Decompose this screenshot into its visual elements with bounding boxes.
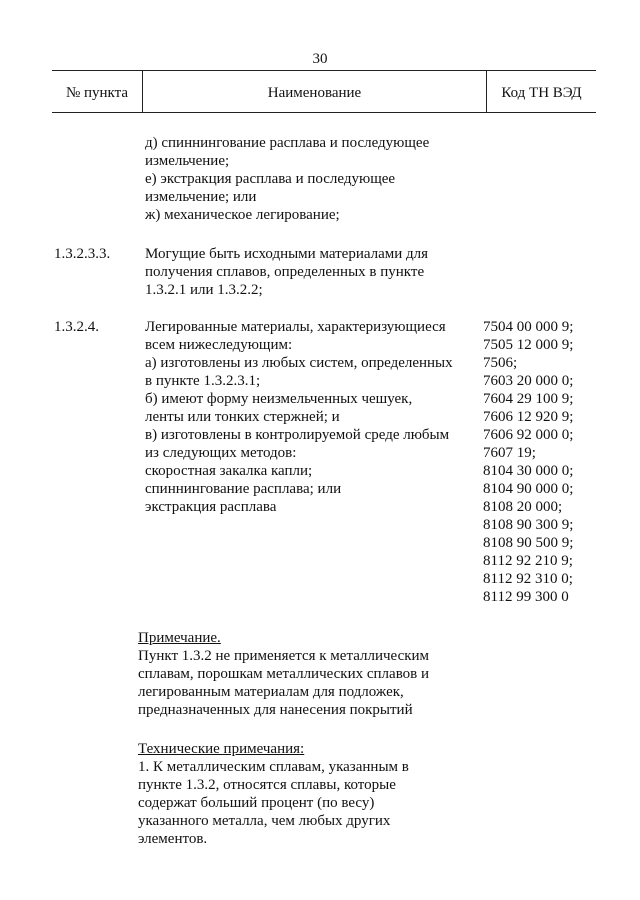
text-line: а) изготовлены из любых систем, определенных	[145, 355, 453, 371]
tech-notes-block	[138, 740, 409, 848]
continuation-text	[145, 134, 429, 224]
code-item: 8112 92 210 9;	[483, 553, 573, 569]
text-line: спиннингование расплава; или	[145, 481, 342, 497]
text-line: б) имеют форму неизмельченных чешуек,	[145, 391, 413, 407]
text-line: е) экстракция расплава и последующее	[145, 171, 396, 187]
text-line: легированным материалам для подложек,	[138, 684, 404, 700]
text-line: д) спиннингование расплава и последующее	[145, 135, 430, 151]
text-line: из следующих методов:	[145, 445, 297, 461]
item-description	[145, 318, 453, 516]
text-line: в) изготовлены в контролируемой среде любым	[145, 427, 450, 443]
code-item: 8108 20 000;	[483, 499, 563, 515]
tech-notes-title: Технические примечания:	[138, 741, 305, 757]
code-item: 7606 12 920 9;	[483, 409, 574, 425]
code-item: 7606 92 000 0;	[483, 427, 574, 443]
text-line: пункте 1.3.2, относятся сплавы, которые	[138, 777, 396, 793]
code-item: 7603 20 000 0;	[483, 373, 574, 389]
code-item: 8104 90 000 0;	[483, 481, 574, 497]
text-line: в пункте 1.3.2.3.1;	[145, 373, 261, 389]
text-line: получения сплавов, определенных в пункте	[145, 264, 425, 280]
text-line: ленты или тонких стержней; и	[145, 409, 340, 425]
code-item: 8108 90 500 9;	[483, 535, 574, 551]
text-line: измельчение;	[145, 153, 230, 169]
text-line: измельчение; или	[145, 189, 257, 205]
text-line: всем нижеследующим:	[145, 337, 293, 353]
code-item: 7607 19;	[483, 445, 536, 461]
table-header	[52, 70, 596, 113]
item-number: 1.3.2.4.	[54, 319, 99, 335]
text-line: скоростная закалка капли;	[145, 463, 313, 479]
header-number: № пункта	[65, 85, 129, 101]
text-line: экстракция расплава	[145, 499, 277, 515]
code-item: 8112 99 300 0	[483, 589, 569, 605]
code-item: 7505 12 000 9;	[483, 337, 574, 353]
text-line: Пункт 1.3.2 не применяется к металлическим	[138, 648, 430, 664]
code-item: 8108 90 300 9;	[483, 517, 574, 533]
header-code: Код ТН ВЭД	[501, 85, 582, 101]
item-number: 1.3.2.3.3.	[54, 246, 111, 262]
item-description	[145, 245, 428, 299]
text-line: предназначенных для нанесения покрытий	[138, 702, 413, 718]
text-line: указанного металла, чем любых других	[138, 813, 391, 829]
header-name: Наименование	[267, 85, 362, 101]
code-item: 7504 00 000 9;	[483, 319, 574, 335]
code-item: 7604 29 100 9;	[483, 391, 574, 407]
code-item: 7506;	[483, 355, 518, 371]
text-line: содержат больший процент (по весу)	[138, 795, 375, 811]
text-line: 1. К металлическим сплавам, указанным в	[138, 759, 409, 775]
code-item: 8104 30 000 0;	[483, 463, 574, 479]
note-block	[138, 629, 429, 719]
code-item: 8112 92 310 0;	[483, 571, 573, 587]
text-line: ж) механическое легирование;	[145, 207, 340, 223]
page-number: 30	[312, 51, 328, 67]
text-line: Легированные материалы, характеризующиеся	[145, 319, 446, 335]
code-list	[483, 318, 573, 606]
text-line: 1.3.2.1 или 1.3.2.2;	[145, 282, 263, 298]
text-line: элементов.	[138, 831, 208, 847]
text-line: сплавам, порошкам металлических сплавов и	[138, 666, 430, 682]
note-title: Примечание.	[138, 630, 221, 646]
text-line: Могущие быть исходными материалами для	[145, 246, 429, 262]
